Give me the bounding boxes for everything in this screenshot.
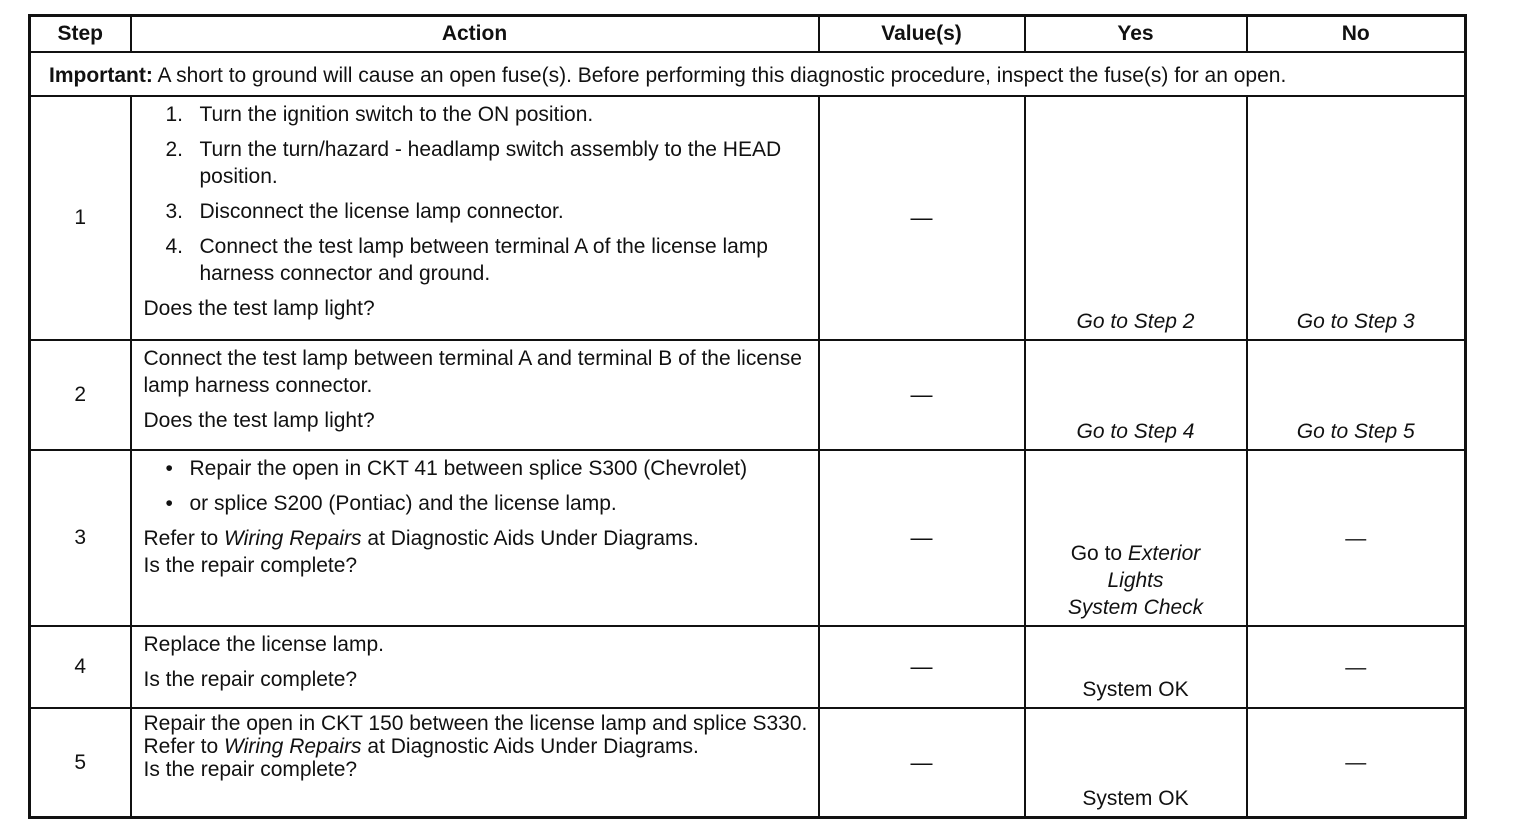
step-number: 4	[30, 626, 131, 708]
list-item	[144, 233, 812, 287]
action-cell	[131, 96, 819, 340]
refer-text	[144, 525, 812, 552]
action-cell	[131, 708, 819, 818]
list-item	[144, 198, 812, 225]
table-row	[30, 708, 1466, 818]
bullet-list	[144, 455, 812, 517]
question-text: Is the repair complete?	[143, 554, 358, 577]
yes-cell: System OK	[1025, 708, 1247, 818]
item-number: 1.	[165, 103, 184, 126]
no-link: Go to Step 5	[1296, 420, 1415, 443]
question-text: Is the repair complete?	[143, 668, 358, 691]
important-row	[30, 52, 1466, 96]
table-row	[30, 340, 1466, 450]
no-cell: —	[1247, 708, 1466, 818]
instruction-list	[144, 101, 812, 287]
step-number: 5	[30, 708, 131, 818]
refer-post: at Diagnostic Aids Under Diagrams.	[361, 527, 699, 550]
item-text: Turn the ignition switch to the ON position.	[199, 103, 594, 126]
bullet-icon: •	[165, 457, 173, 480]
action-text	[144, 712, 812, 758]
question-text: Does the test lamp light?	[143, 409, 375, 432]
yes-cell	[1025, 96, 1247, 340]
value-cell: —	[819, 340, 1025, 450]
yes-link-2: Lights	[1107, 569, 1164, 592]
item-number: 3.	[165, 200, 184, 223]
important-note	[30, 52, 1466, 96]
yes-link: Go to Step 2	[1076, 310, 1195, 333]
action-pre: Repair the open in CKT 150 between the license lamp and splice S330. Refer to	[143, 712, 808, 758]
no-cell	[1247, 340, 1466, 450]
item-text: or splice S200 (Pontiac) and the license lamp.	[189, 492, 617, 515]
refer-pre: Refer to	[143, 527, 225, 550]
action-post: at Diagnostic Aids Under Diagrams.	[361, 735, 699, 758]
action-cell	[131, 626, 819, 708]
yes-pre: Go to	[1070, 542, 1128, 565]
value-cell: —	[819, 708, 1025, 818]
yes-link: Go to Step 4	[1076, 420, 1195, 443]
item-text: Repair the open in CKT 41 between splice S300 (Chevrolet)	[189, 457, 748, 480]
action-text: Replace the license lamp.	[143, 633, 384, 656]
no-link: Go to Step 3	[1296, 310, 1415, 333]
table-row	[30, 96, 1466, 340]
table-row	[30, 626, 1466, 708]
item-number: 2.	[165, 138, 184, 161]
table-row	[30, 450, 1466, 626]
header-row	[30, 16, 1466, 53]
bullet-icon: •	[165, 492, 173, 515]
item-text: Connect the test lamp between terminal A of the license lamp harness connector and ground.	[199, 235, 768, 285]
important-label: Important:	[49, 64, 153, 87]
action-cell	[131, 450, 819, 626]
item-number: 4.	[165, 235, 184, 258]
no-cell	[1247, 96, 1466, 340]
yes-link: Exterior	[1127, 542, 1201, 565]
value-cell: —	[819, 626, 1025, 708]
list-item	[144, 490, 812, 517]
list-item	[144, 136, 812, 190]
value-cell: —	[819, 96, 1025, 340]
step-number: 2	[30, 340, 131, 450]
no-cell: —	[1247, 626, 1466, 708]
item-text: Turn the turn/hazard - headlamp switch assembly to the HEAD position.	[199, 138, 782, 188]
header-step: Step	[30, 16, 131, 53]
list-item	[144, 455, 812, 482]
refer-link: Wiring Repairs	[224, 735, 362, 758]
item-text: Disconnect the license lamp connector.	[199, 200, 564, 223]
list-item	[144, 101, 812, 128]
action-cell	[131, 340, 819, 450]
question-text: Does the test lamp light?	[143, 297, 375, 320]
action-text: Connect the test lamp between terminal A and terminal B of the license lamp harness connector.	[143, 347, 802, 397]
important-text: A short to ground will cause an open fuse(s). Before performing this diagnostic procedure, inspect the fuse(s) for an open.	[152, 64, 1287, 87]
yes-cell	[1025, 340, 1247, 450]
step-number: 3	[30, 450, 131, 626]
refer-link: Wiring Repairs	[224, 527, 362, 550]
no-cell: —	[1247, 450, 1466, 626]
step-number: 1	[30, 96, 131, 340]
value-cell: —	[819, 450, 1025, 626]
yes-cell: System OK	[1025, 626, 1247, 708]
header-no: No	[1247, 16, 1466, 53]
header-action: Action	[131, 16, 819, 53]
yes-link-3: System Check	[1067, 596, 1204, 619]
header-values: Value(s)	[819, 16, 1025, 53]
diagnostic-table	[28, 14, 1467, 819]
question-text: Is the repair complete?	[143, 758, 358, 781]
yes-cell	[1025, 450, 1247, 626]
header-yes: Yes	[1025, 16, 1247, 53]
